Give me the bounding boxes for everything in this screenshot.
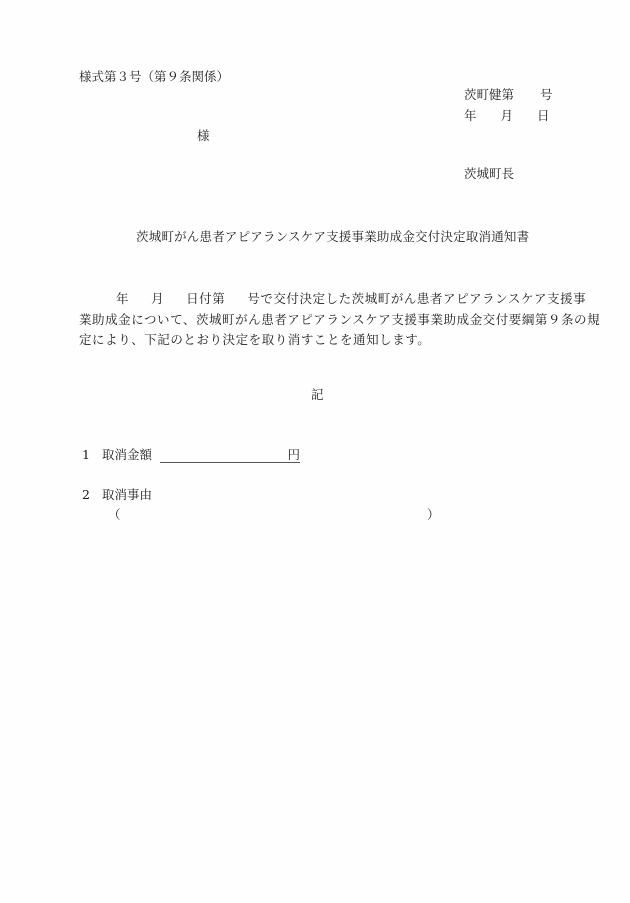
body-line-1-text: 号で交付決定した茨城町がん患者アピアランスケア支援事 — [247, 291, 587, 306]
item-2-number: 2 — [82, 487, 90, 502]
document-number-suffix: 号 — [540, 87, 553, 102]
issuer-name: 茨城町長 — [464, 166, 515, 181]
reason-open-paren: （ — [108, 507, 121, 522]
body-month-label: 月 — [151, 291, 165, 306]
date-year-label: 年 — [464, 108, 477, 123]
body-year-label: 年 — [116, 291, 130, 306]
body-line-1 — [79, 289, 587, 310]
recipient-honorific: 様 — [197, 128, 210, 143]
cancellation-reason-label: 取消事由 — [102, 487, 153, 502]
date-month-label: 月 — [500, 108, 514, 123]
document-title: 茨城町がん患者アピアランスケア支援事業助成金交付決定取消通知書 — [136, 229, 530, 244]
document-number-prefix: 茨町健第 — [464, 87, 515, 102]
body-line-3: 定により、下記のとおり決定を取り消すことを通知します。 — [79, 332, 431, 347]
item-1-number: 1 — [82, 447, 90, 462]
cancellation-amount-label: 取消金額 — [102, 447, 153, 462]
document-number — [464, 89, 553, 102]
body-line-2: 業助成金について、茨城町がん患者アピアランスケア支援事業助成金交付要綱第９条の規 — [79, 311, 601, 327]
form-number: 様式第３号（第９条関係） — [79, 69, 230, 84]
date-day-label: 日 — [537, 108, 550, 123]
reason-close-paren: ） — [427, 507, 440, 522]
ki-heading: 記 — [311, 387, 324, 402]
cancellation-amount-field[interactable] — [160, 447, 300, 463]
document-date — [464, 110, 550, 123]
yen-unit: 円 — [287, 447, 300, 462]
body-paragraph — [79, 289, 601, 351]
cancellation-reason-field[interactable] — [120, 507, 420, 523]
body-day-number-label: 日付第 — [186, 291, 226, 306]
